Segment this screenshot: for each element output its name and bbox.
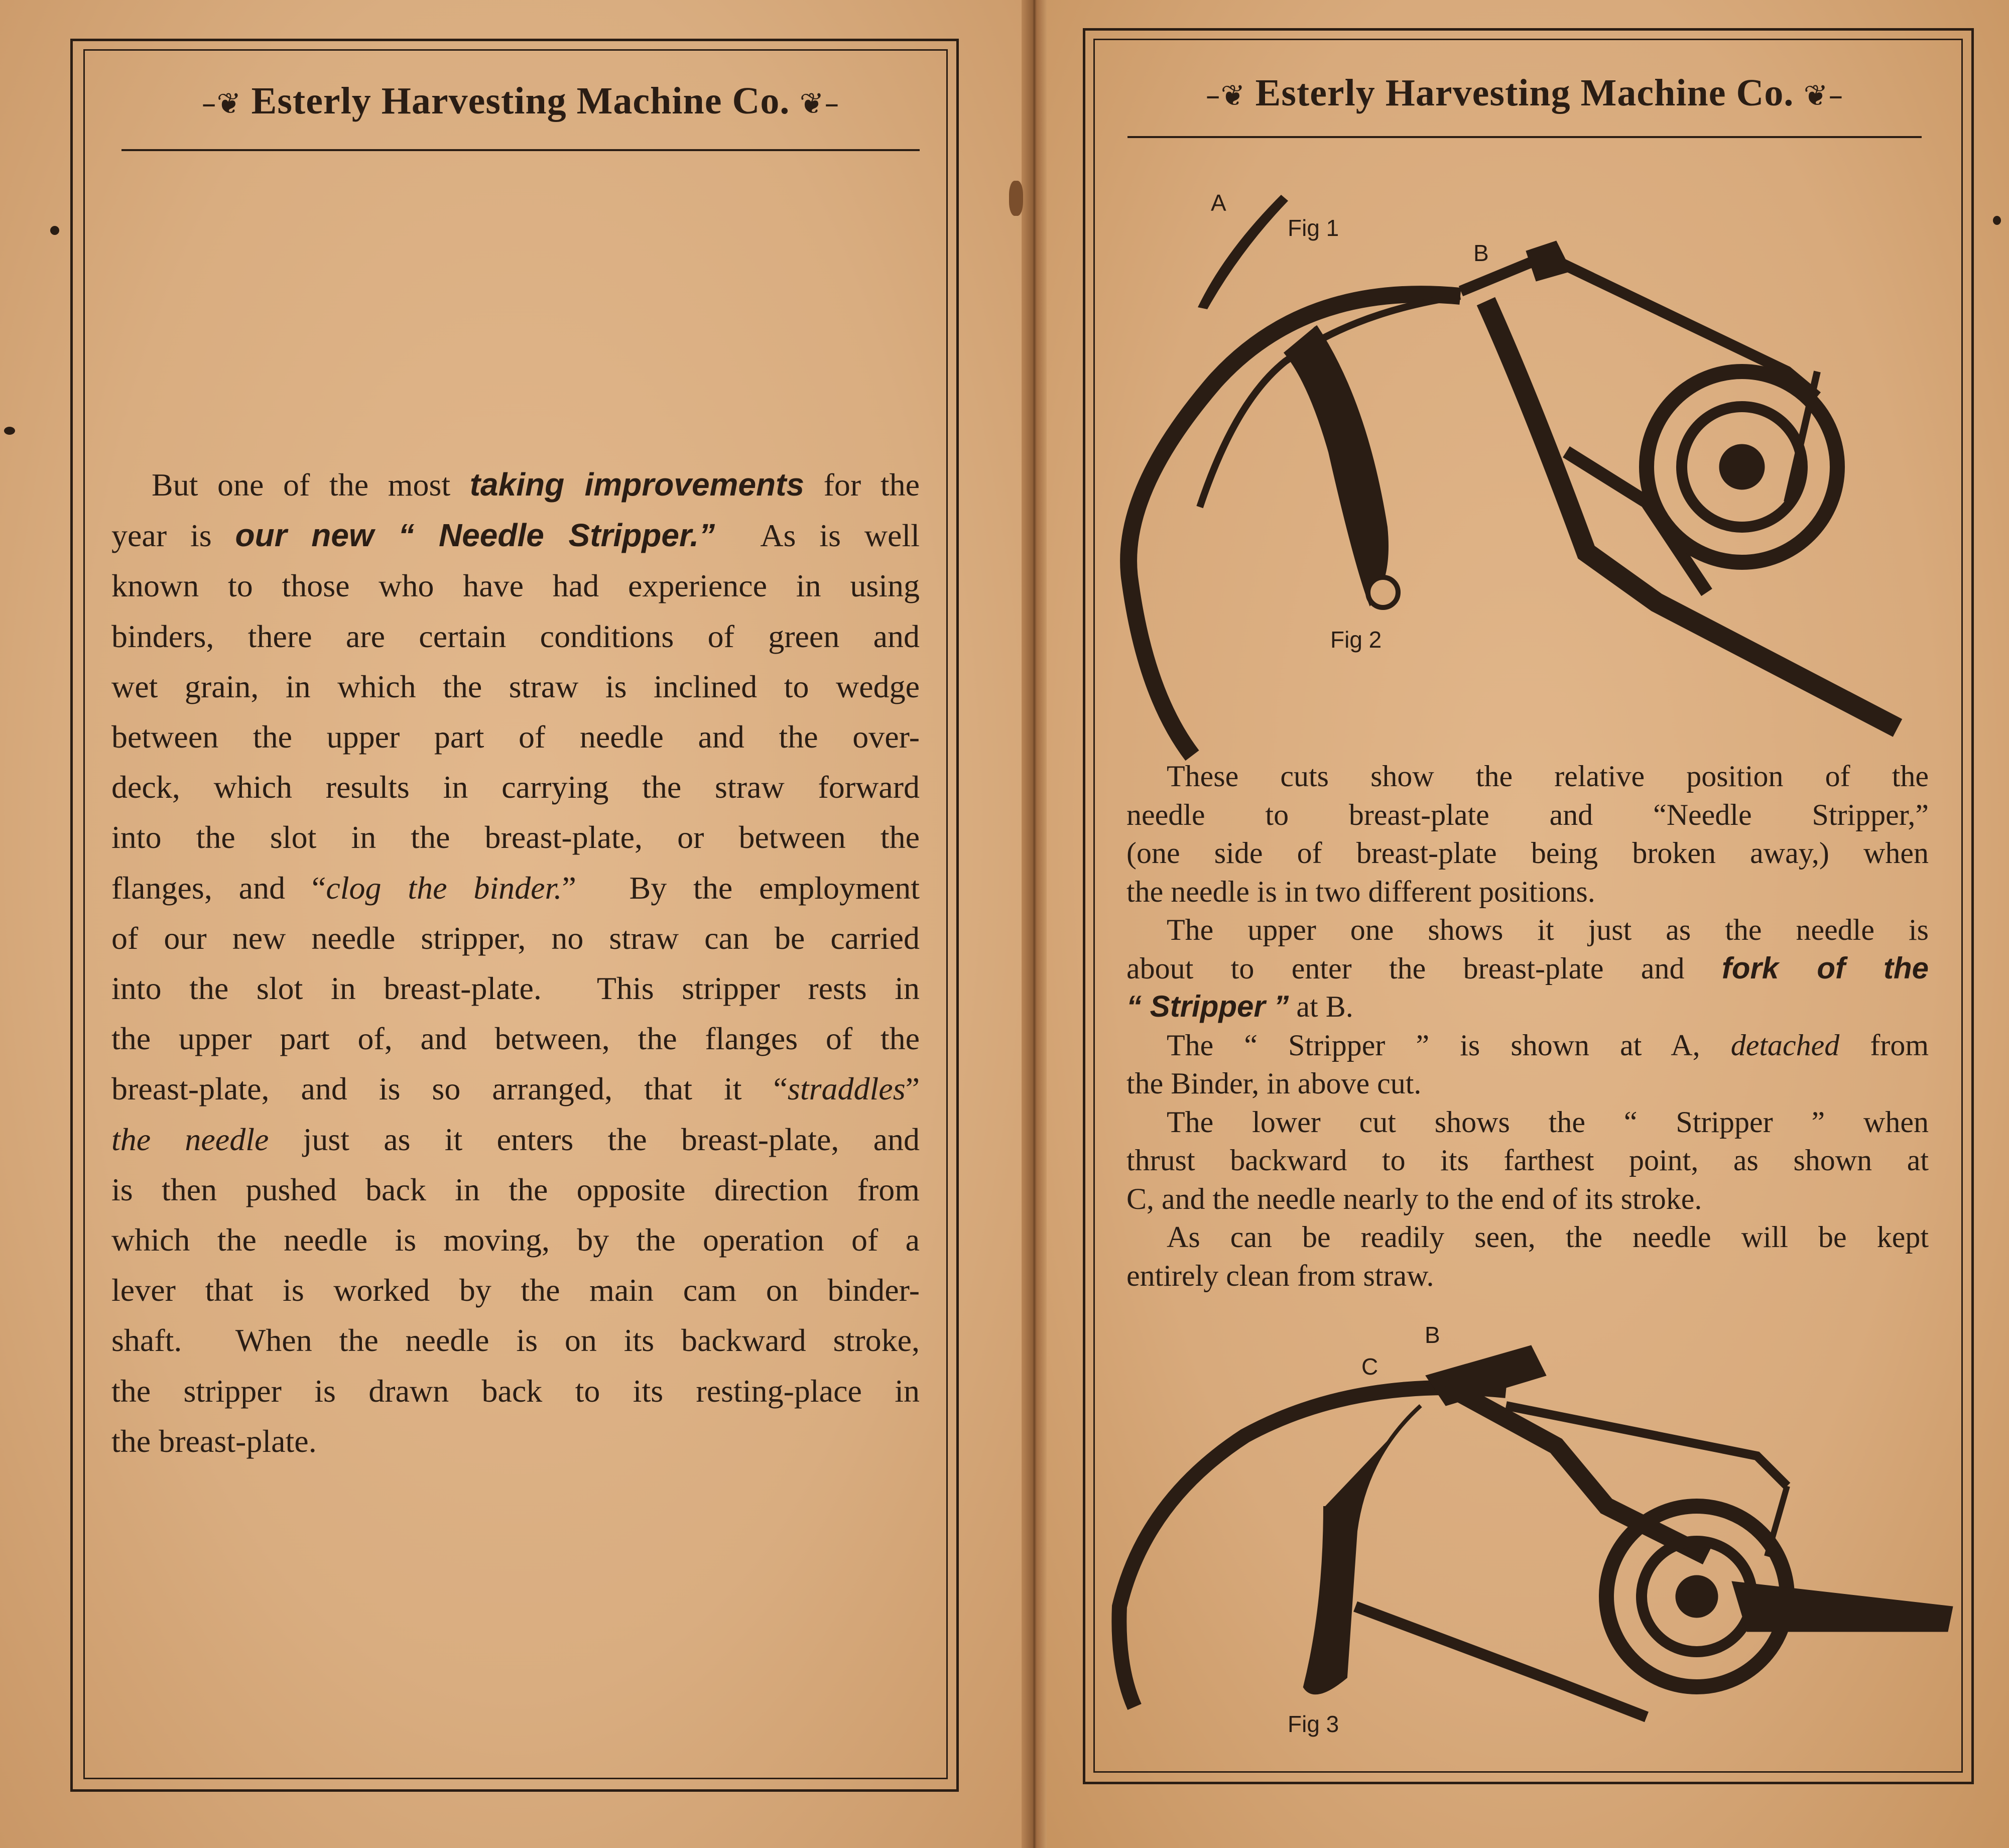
text-run: thrust backward to its farthest point, as shown at [1126,1144,1929,1177]
text-run: C, and the needle nearly to the end of its stroke. [1126,1182,1702,1215]
text-run: from [1839,1028,1929,1062]
text-run: year is [111,518,235,554]
label-a: A [1211,190,1226,216]
text-run: known to those who have had experience in using [111,568,920,604]
text-run: the breast-plate. [111,1423,317,1459]
text-run: at B. [1289,990,1353,1023]
text-run: into the slot in breast-plate. This stripper rests in [111,970,920,1007]
fig2-needle-upper-position [1128,240,1898,756]
emphasis-text: clog the binder. [326,870,562,906]
text-run: breast-plate, and is so arranged, that it “ [111,1071,788,1107]
text-run: the upper part of, and between, the flanges of the [111,1021,920,1057]
fig3-needle-lower-position [1119,1322,1953,1737]
text-run: ” By the employment [562,870,920,906]
text-run: for the [804,467,920,503]
text-run: As is well [715,518,920,554]
emphasis-text: taking improvements [469,466,805,503]
text-run: The “ Stripper ” is shown at A, [1167,1028,1731,1062]
ornament-right-icon: ❦– [790,86,840,120]
text-run: deck, which results in carrying the straw forward [111,769,920,805]
text-run: ” [905,1071,920,1107]
ornament-left-icon: –❦ [201,86,252,120]
text-run: The upper one shows it just as the needle is [1167,913,1929,946]
text-run: into the slot in the breast-plate, or between the [111,819,920,855]
label-c: C [1361,1353,1378,1380]
emphasis-text: “ Stripper ” [1126,990,1289,1023]
text-run: about to enter the breast-plate and [1126,951,1722,985]
text-run: needle to breast-plate and “Needle Stripper,” [1126,798,1929,831]
text-run: entirely clean from straw. [1126,1259,1434,1292]
text-run: between the upper part of needle and the over- [111,719,920,755]
emphasis-text: our new “ Needle Stripper.” [235,517,715,554]
ornament-left-icon: –❦ [1205,78,1255,112]
text-run: the Binder, in above cut. [1126,1067,1422,1100]
text-run: The lower cut shows the “ Stripper ” when [1167,1105,1929,1139]
text-run: shaft. When the needle is on its backward stroke, [111,1322,920,1359]
text-run: wet grain, in which the straw is inclined to wedge [111,668,920,704]
text-run: just as it enters the breast-plate, and [269,1121,920,1157]
label-b-upper: B [1473,240,1489,266]
text-run: the needle is in two different positions. [1126,875,1595,908]
emphasis-text: detached [1730,1028,1840,1062]
text-run: lever that is worked by the main cam on binder- [111,1272,920,1308]
right-header-title: Esterly Harvesting Machine Co. [1255,72,1794,114]
emphasis-text: fork of the [1721,951,1929,985]
label-fig3: Fig 3 [1288,1711,1339,1737]
text-run: the stripper is drawn back to its resting-place in [111,1373,920,1409]
left-header-title: Esterly Harvesting Machine Co. [251,80,790,122]
emphasis-text: the needle [111,1121,269,1157]
text-run: flanges, and “ [111,870,326,906]
text-run: As can be readily seen, the needle will be kept [1167,1220,1929,1254]
emphasis-text: straddles [787,1071,906,1107]
text-run: binders, there are certain conditions of green and [111,618,920,654]
label-fig2: Fig 2 [1330,627,1382,653]
fig1-stripper-detached [1198,190,1339,309]
ornament-right-icon: ❦– [1794,78,1844,112]
text-run: These cuts show the relative position of the [1167,760,1929,793]
label-fig1: Fig 1 [1288,215,1339,241]
text-run: (one side of breast-plate being broken away,) when [1126,836,1929,870]
text-run: which the needle is moving, by the operation of a [111,1222,920,1258]
label-b-lower: B [1425,1322,1440,1348]
text-run: is then pushed back in the opposite direction from [111,1171,920,1207]
text-run: of our new needle stripper, no straw can be carried [111,920,920,956]
text-run: But one of the most [152,467,470,503]
